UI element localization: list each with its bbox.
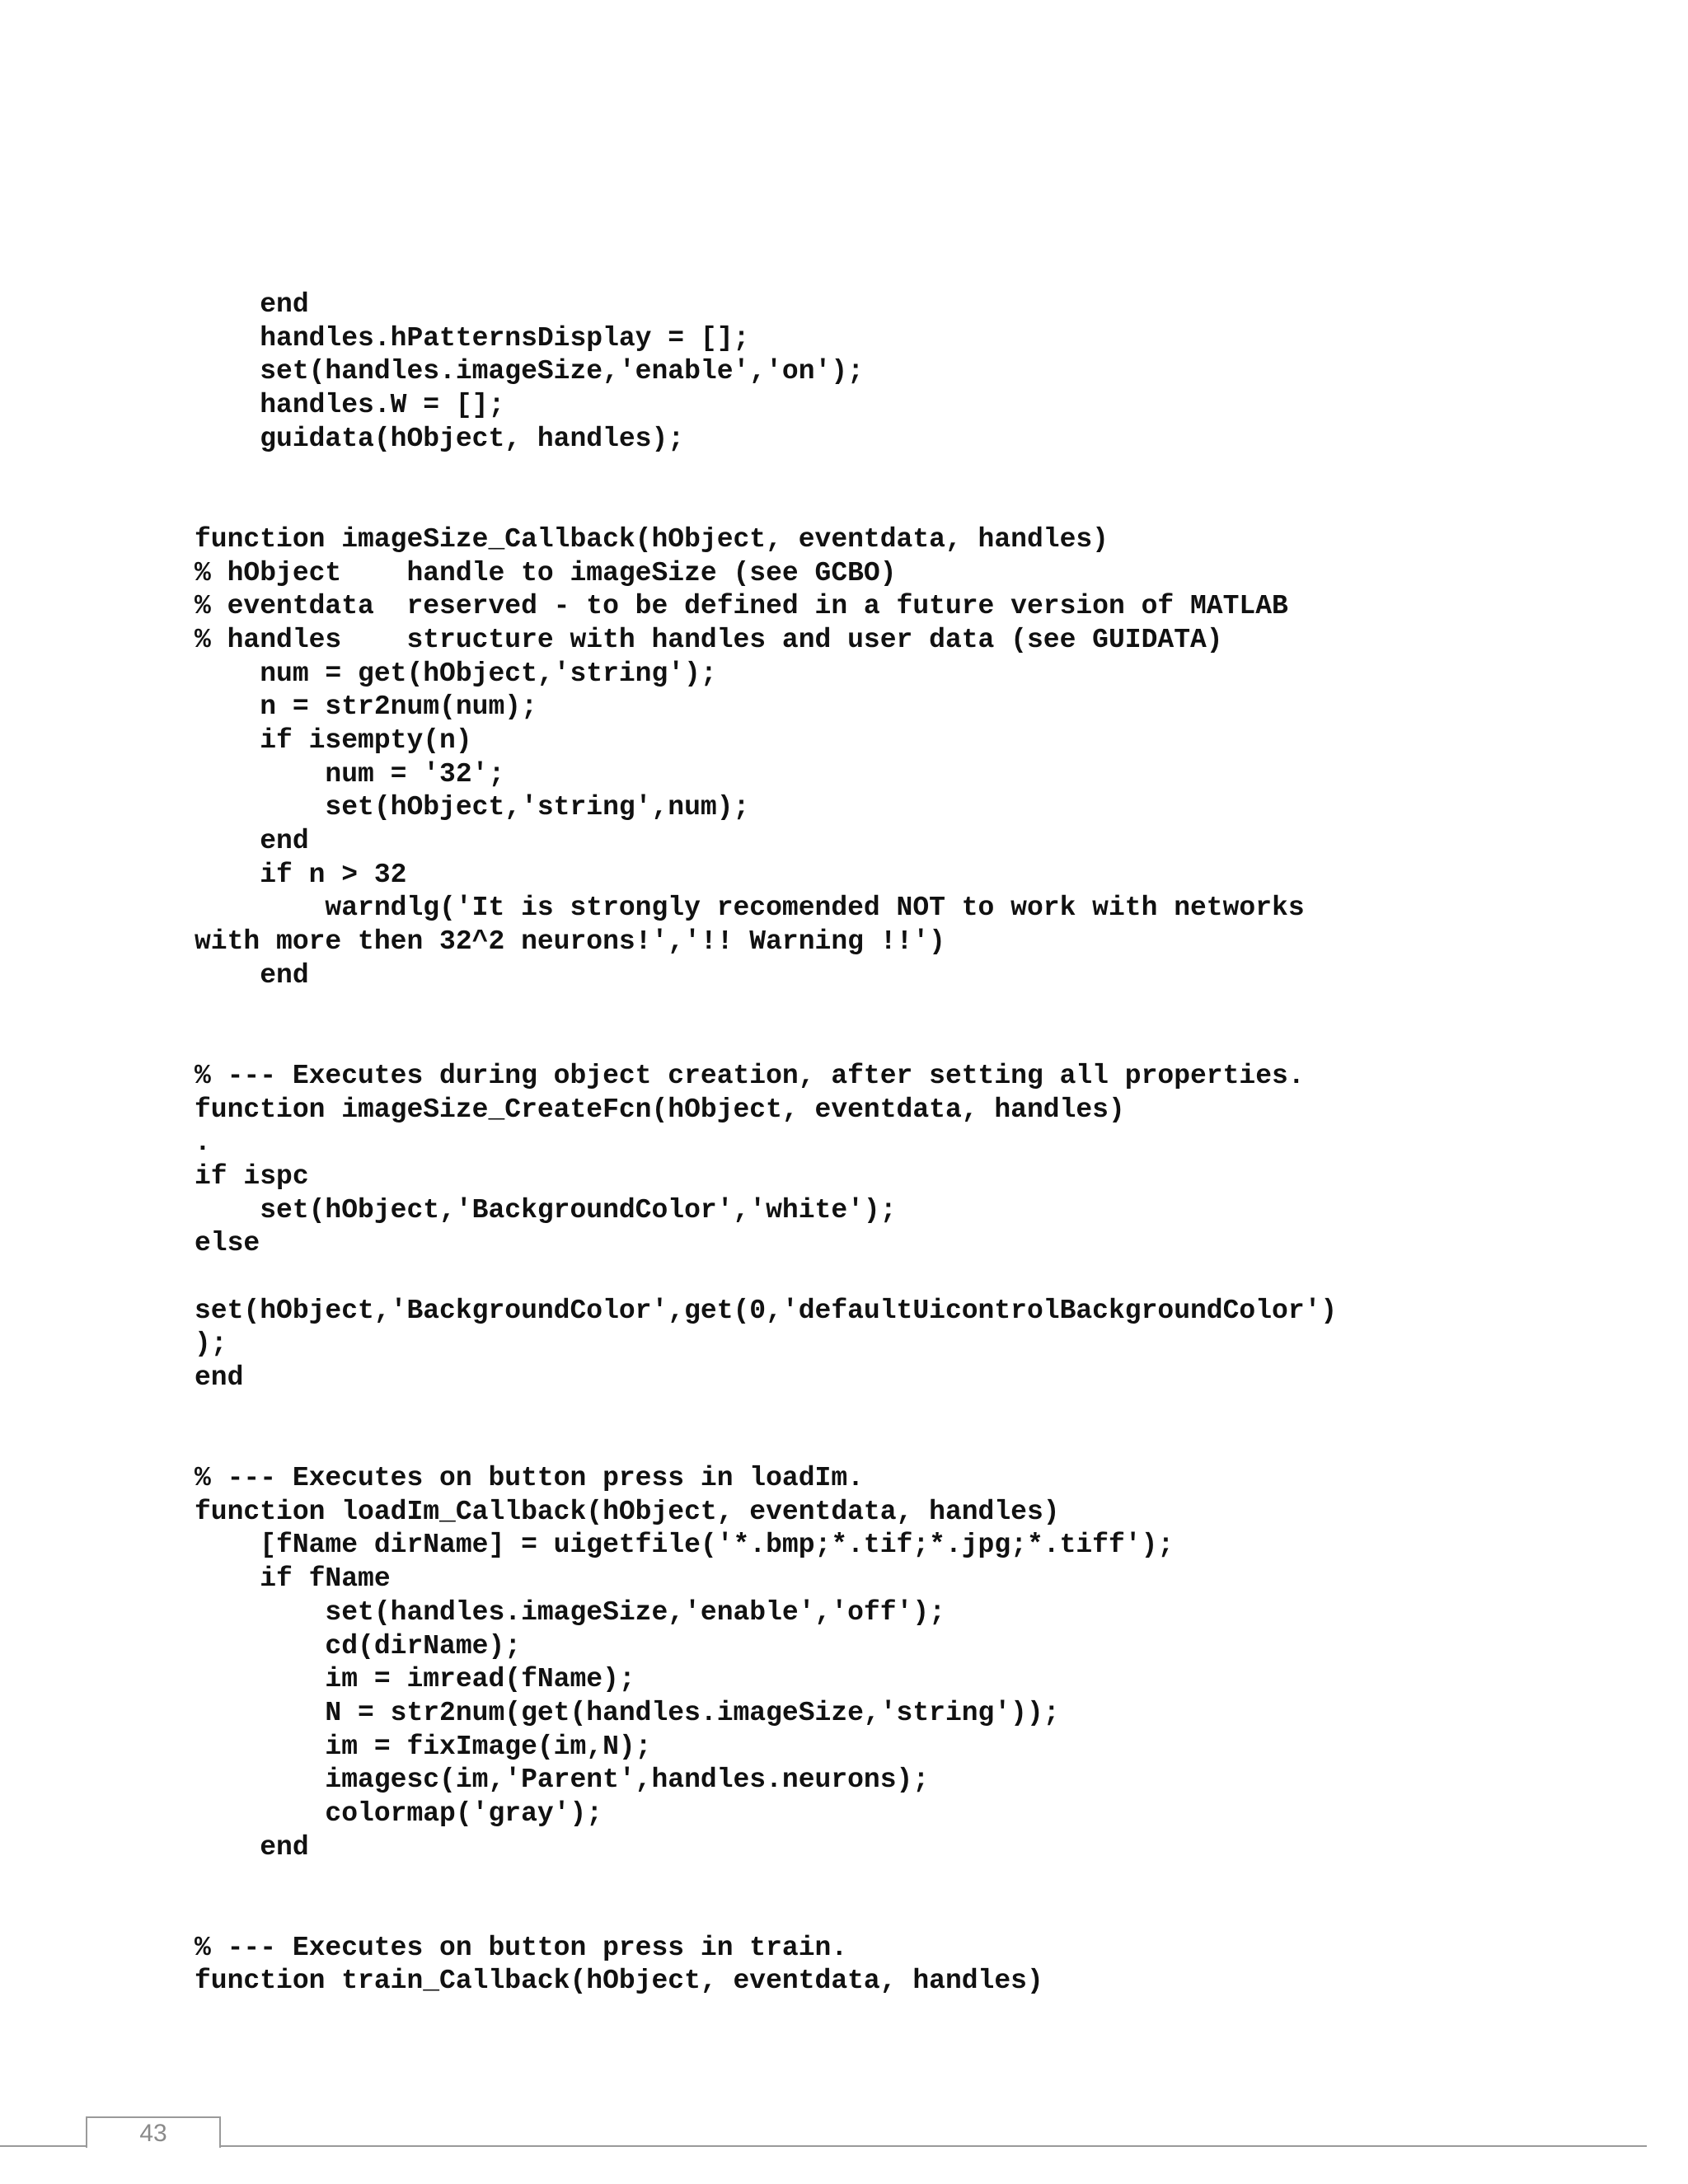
code-line: % --- Executes during object creation, after setting all properties. bbox=[195, 1060, 1305, 1091]
code-line: function train_Callback(hObject, eventdata, handles) bbox=[195, 1966, 1043, 1997]
code-line: set(handles.imageSize,'enable','off'); bbox=[195, 1596, 945, 1628]
code-line: set(hObject,'BackgroundColor',get(0,'defaultUicontrolBackgroundColor') bbox=[195, 1295, 1338, 1326]
code-line: num = '32'; bbox=[195, 758, 505, 790]
code-line: % handles structure with handles and user data (see GUIDATA) bbox=[195, 624, 1223, 655]
code-line: imagesc(im,'Parent',handles.neurons); bbox=[195, 1765, 930, 1796]
code-line: function imageSize_Callback(hObject, eventdata, handles) bbox=[195, 523, 1109, 555]
code-line: n = str2num(num); bbox=[195, 691, 537, 723]
blank-line bbox=[195, 490, 1337, 523]
blank-line bbox=[195, 1026, 1337, 1060]
code-line: handles.hPatternsDisplay = []; bbox=[195, 322, 750, 354]
code-line: handles.W = []; bbox=[195, 390, 505, 421]
code-line: N = str2num(get(handles.imageSize,'string')); bbox=[195, 1697, 1060, 1728]
blank-line bbox=[195, 456, 1337, 490]
blank-line bbox=[195, 1395, 1337, 1429]
code-line: im = fixImage(im,N); bbox=[195, 1731, 652, 1762]
code-line: set(hObject,'BackgroundColor','white'); bbox=[195, 1194, 897, 1226]
code-line: colormap('gray'); bbox=[195, 1797, 603, 1829]
code-line: end bbox=[195, 1831, 309, 1863]
code-line: function imageSize_CreateFcn(hObject, eventdata, handles) bbox=[195, 1094, 1125, 1125]
code-line: % eventdata reserved - to be defined in a future version of MATLAB bbox=[195, 591, 1288, 622]
code-line: if fName bbox=[195, 1563, 391, 1595]
code-line: % --- Executes on button press in loadIm. bbox=[195, 1463, 864, 1494]
blank-line bbox=[195, 1261, 1337, 1295]
code-line: set(hObject,'string',num); bbox=[195, 792, 750, 823]
code-line: if ispc bbox=[195, 1160, 309, 1192]
code-line: cd(dirName); bbox=[195, 1630, 522, 1661]
code-line: num = get(hObject,'string'); bbox=[195, 658, 717, 689]
code-line: if isempty(n) bbox=[195, 724, 472, 756]
code-line: [fName dirName] = uigetfile('*.bmp;*.tif;*.jpg;*.tiff'); bbox=[195, 1530, 1175, 1561]
blank-line bbox=[195, 1898, 1337, 1932]
code-line: with more then 32^2 neurons!','!! Warning !!') bbox=[195, 926, 945, 958]
code-listing bbox=[195, 288, 1337, 1999]
page-number: 43 bbox=[139, 2120, 167, 2147]
code-line: guidata(hObject, handles); bbox=[195, 423, 685, 454]
blank-line bbox=[195, 1428, 1337, 1462]
blank-line bbox=[195, 992, 1337, 1026]
code-line: function loadIm_Callback(hObject, eventdata, handles) bbox=[195, 1496, 1060, 1527]
code-line: end bbox=[195, 289, 309, 320]
code-line: end bbox=[195, 826, 309, 856]
blank-line bbox=[195, 1864, 1337, 1898]
code-line: end bbox=[195, 959, 309, 991]
code-line: else bbox=[195, 1228, 260, 1259]
code-line: warndlg('It is strongly recomended NOT to work with networks bbox=[195, 893, 1305, 924]
code-line: % hObject handle to imageSize (see GCBO) bbox=[195, 557, 897, 588]
code-line: set(handles.imageSize,'enable','on'); bbox=[195, 356, 864, 387]
code-line: % --- Executes on button press in train. bbox=[195, 1932, 848, 1963]
footer-rule bbox=[0, 2145, 1647, 2147]
code-line: . bbox=[195, 1127, 211, 1159]
code-line: if n > 32 bbox=[195, 859, 407, 890]
code-line: im = imread(fName); bbox=[195, 1664, 635, 1695]
code-line: ); bbox=[195, 1329, 227, 1360]
code-line: end bbox=[195, 1362, 244, 1393]
